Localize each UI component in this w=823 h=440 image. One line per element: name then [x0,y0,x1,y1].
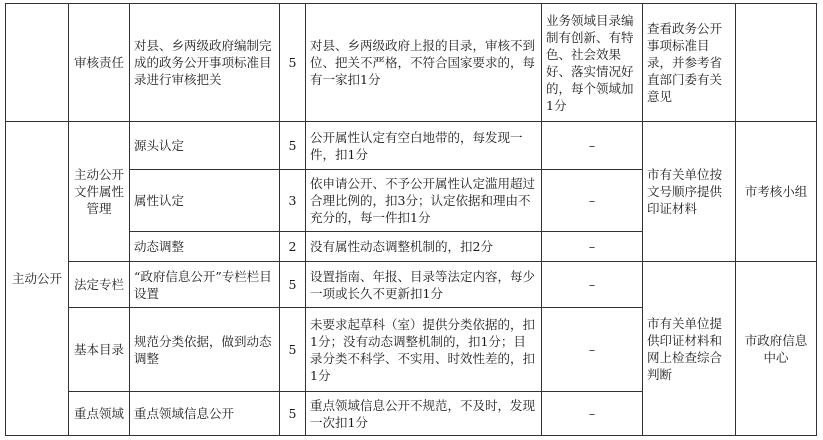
score-cell: 3 [280,170,306,232]
bonus-cell: – [542,392,643,436]
table-row [6,122,817,170]
bonus-cell: – [542,232,643,262]
table-cell [6,4,69,122]
evaluation-table [5,3,817,436]
score-cell: 5 [280,392,306,436]
category-cell: 重点领域 [69,392,130,436]
item-cell: 规范分类依据，做到动态调整 [130,308,280,392]
criteria-cell: 公开属性认定有空白地带的，每发现一件，扣1分 [306,122,542,170]
bonus-cell: – [542,308,643,392]
item-cell: 重点领域信息公开 [130,392,280,436]
criteria-cell: 重点领域信息公开不规范，不及时，发现一次扣1分 [306,392,542,436]
category-cell: 法定专栏 [69,262,130,308]
score-cell: 5 [280,308,306,392]
score-cell: 5 [280,122,306,170]
criteria-cell: 没有属性动态调整机制的，扣2分 [306,232,542,262]
exam-cell: 市政府信息中心 [736,262,817,436]
category-cell: 基本目录 [69,308,130,392]
criteria-cell: 对县、乡两级政府上报的目录，审核不到位、把关不严格，不符合国家要求的，每有一家扣1分 [306,4,542,122]
exam-cell: 市考核小组 [736,122,817,262]
method-cell: 市有关单位提供印证材料和网上检查综合判断 [643,262,736,436]
item-cell: 属性认定 [130,170,280,232]
section-label: 主动公开 [6,122,69,436]
bonus-cell: – [542,122,643,170]
table-cell [736,4,817,122]
criteria-cell: 未要求起草科（室）提供分类依据的，扣1分；没有动态调整机制的，扣1分；目录分类不科学、不实用、时效性差的，扣1分 [306,308,542,392]
table-row [6,262,817,308]
table-cell: 审核责任 [69,4,130,122]
criteria-cell: 依申请公开、不予公开属性认定滥用超过合理比例的，扣3分；认定依据和理由不充分的，每一件扣1分 [306,170,542,232]
item-cell: 动态调整 [130,232,280,262]
criteria-cell: 设置指南、年报、目录等法定内容，每少一项或长久不更新扣1分 [306,262,542,308]
item-cell: “政府信息公开”专栏栏目设置 [130,262,280,308]
score-cell: 2 [280,232,306,262]
method-cell: 市有关单位按文号顺序提供印证材料 [643,122,736,262]
method-cell: 查看政务公开事项标准目录，并参考省直部门委有关意见 [643,4,736,122]
item-cell: 源头认定 [130,122,280,170]
bonus-cell: – [542,170,643,232]
table-cell: 对县、乡两级政府编制完成的政务公开事项标准目录进行审核把关 [130,4,280,122]
score-cell: 5 [280,262,306,308]
table-row [6,4,817,122]
category-cell: 主动公开文件属性管理 [69,122,130,262]
score-cell: 5 [280,4,306,122]
bonus-cell: – [542,262,643,308]
bonus-cell: 业务领域目录编制有创新、有特色、社会效果好、落实情况好的，每个领域加1分 [542,4,643,122]
